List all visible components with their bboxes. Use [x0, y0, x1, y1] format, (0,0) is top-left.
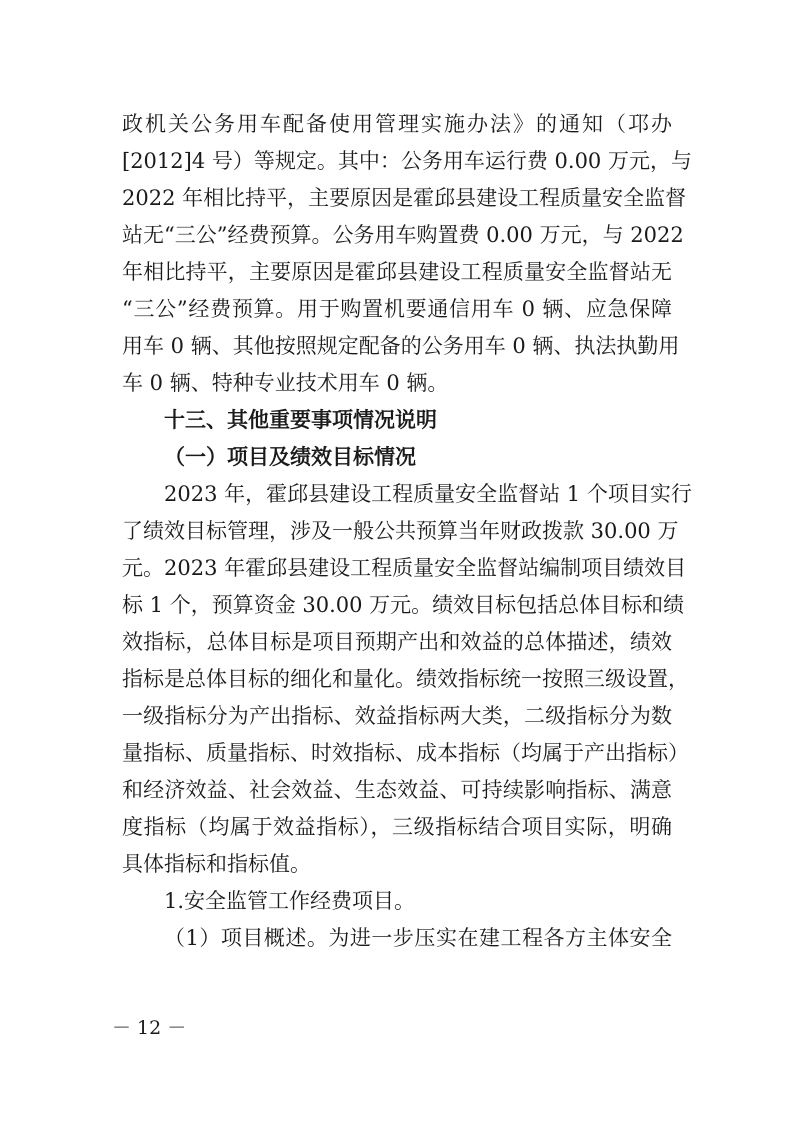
body-line: [2012]4 号）等规定。其中：公务用车运行费 0.00 万元，与 [122, 149, 692, 173]
body-line: 车 0 辆、特种专业技术用车 0 辆。 [122, 371, 449, 395]
body-line: “三公”经费预算。用于购置机要通信用车 0 辆、应急保障 [122, 297, 672, 321]
page-number: － 12 － [112, 1017, 187, 1039]
body-line: 效指标，总体目标是项目预期产出和效益的总体描述，绩效 [122, 630, 672, 654]
list-item: 1.安全监管工作经费项目。 [164, 889, 416, 913]
body-line: 指标是总体目标的细化和量化。绩效指标统一按照三级设置， [122, 667, 689, 691]
body-line: 量指标、质量指标、时效指标、成本指标（均属于产出指标） [122, 741, 689, 765]
body-line: 用车 0 辆、其他按照规定配备的公务用车 0 辆、执法执勤用 [122, 334, 680, 358]
body-line: 2023 年，霍邱县建设工程质量安全监督站 1 个项目实行 [164, 482, 692, 506]
body-line: 了绩效目标管理，涉及一般公共预算当年财政拨款 30.00 万 [122, 519, 679, 543]
section-heading: 十三、其他重要事项情况说明 [164, 408, 437, 432]
subsection-heading: （一）项目及绩效目标情况 [164, 445, 416, 469]
body-line: 具体指标和指标值。 [122, 852, 311, 876]
body-line: 标 1 个，预算资金 30.00 万元。绩效目标包括总体目标和绩 [122, 593, 685, 617]
body-line: 一级指标分为产出指标、效益指标两大类，二级指标分为数 [122, 704, 672, 728]
body-line: 政机关公务用车配备使用管理实施办法》的通知（邛办 [122, 112, 672, 136]
body-line: 度指标（均属于效益指标），三级指标结合项目实际，明确 [122, 815, 672, 839]
body-line: 和经济效益、社会效益、生态效益、可持续影响指标、满意 [122, 778, 672, 802]
body-line: 2022 年相比持平，主要原因是霍邱县建设工程质量安全监督 [122, 186, 687, 210]
body-line: 站无“三公”经费预算。公务用车购置费 0.00 万元，与 2022 [122, 223, 684, 247]
body-line: 年相比持平，主要原因是霍邱县建设工程质量安全监督站无 [122, 260, 672, 284]
body-line: 元。2023 年霍邱县建设工程质量安全监督站编制项目绩效目 [122, 556, 687, 580]
list-item-detail: （1）项目概述。为进一步压实在建工程各方主体安全 [164, 926, 672, 950]
